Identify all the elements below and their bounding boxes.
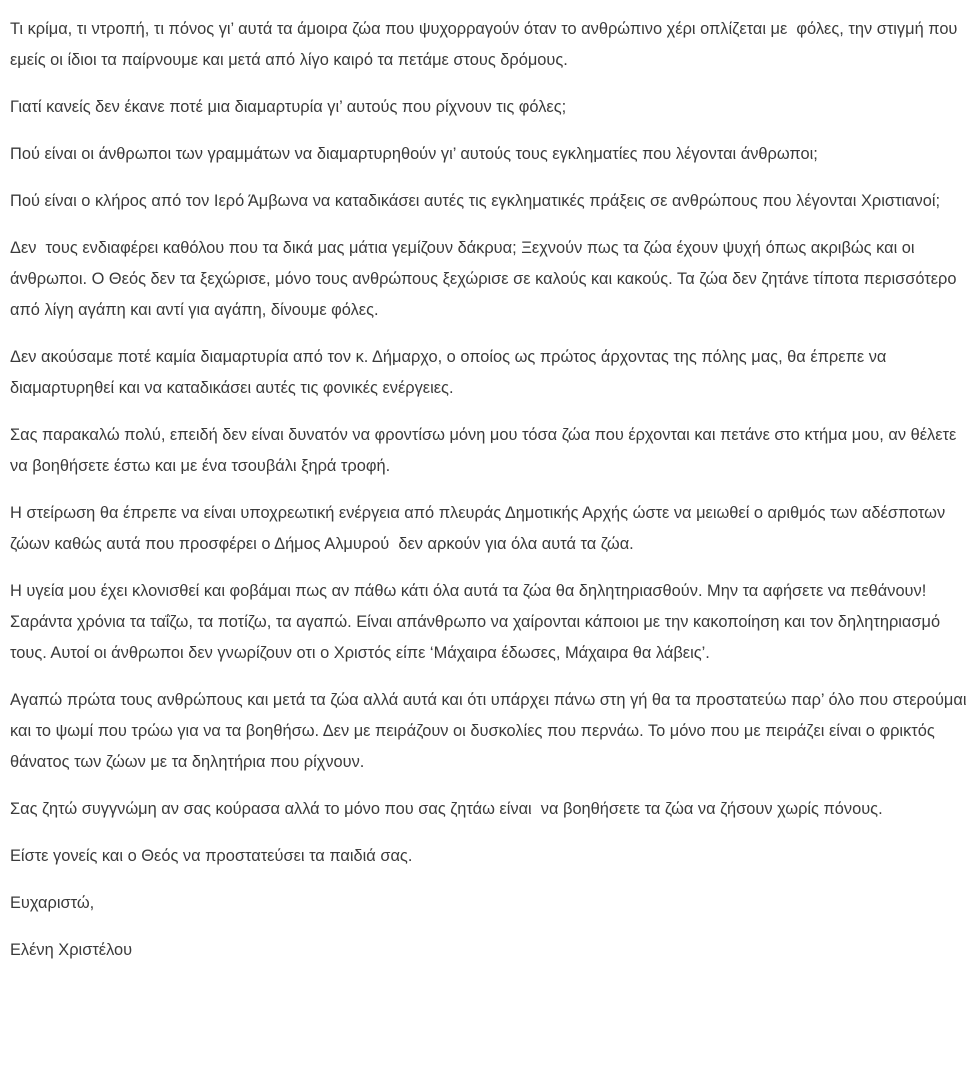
- signature-name: Ελένη Χριστέλου: [10, 941, 133, 959]
- paragraph-love: Αγαπώ πρώτα τους ανθρώπους και μετά τα ζώα αλλά αυτά και ότι υπάρχει πάνω στη γή θα τα προστατεύω παρ’ όλο που στερούμαι και το ψωμί που τρώω για να τα βοηθήσω. Δεν με πειράζουν οι δυσκολίες που περνάω. Το μόνο που με πειράζει είναι ο φρικτός θάνατος των ζώων με τα δηλητήρια που ρίχνουν.: [10, 691, 972, 771]
- paragraph-health: Η υγεία μου έχει κλονισθεί και φοβάμαι πως αν πάθω κάτι όλα αυτά τα ζώα θα δηλητηριασθούν. Μην τα αφήσετε να πεθάνουν! Σαράντα χρόνια τα ταΐζω, τα ποτίζω, τα αγαπώ. Είναι απάνθρωπο να χαίρονται κάποιοι με την κακοποίηση και τον δηλητηριασμό τους. Αυτοί οι άνθρωποι δεν γνωρίζουν οτι ο Χριστός είπε ‘Μάχαιρα έδωσες, Μάχαιρα θα λάβεις’.: [10, 582, 945, 662]
- paragraph-request-food: Σας παρακαλώ πολύ, επειδή δεν είναι δυνατόν να φροντίσω μόνη μου τόσα ζώα που έρχονται και πετάνε στο κτήμα μου, αν θέλετε να βοηθήσετε έστω και με ένα τσουβάλι ξηρά τροφή.: [10, 426, 961, 475]
- paragraph-question-protest: Γιατί κανείς δεν έκανε ποτέ μια διαμαρτυρία γι’ αυτούς που ρίχνουν τις φόλες;: [10, 98, 567, 116]
- paragraph-apology: Σας ζητώ συγγνώμη αν σας κούρασα αλλά το μόνο που σας ζητάω είναι να βοηθήσετε τα ζώα να ζήσουν χωρίς πόνους.: [10, 800, 883, 818]
- paragraph-sterilization: Η στείρωση θα έπρεπε να είναι υποχρεωτική ενέργεια από πλευράς Δημοτικής Αρχής ώστε να μειωθεί ο αριθμός των αδέσποτων ζώων καθώς αυτά που προσφέρει ο Δήμος Αλμυρού δεν αρκούν για όλα αυτά τα ζώα.: [10, 504, 950, 553]
- paragraph-blessing: Είστε γονείς και ο Θεός να προστατεύσει τα παιδιά σας.: [10, 847, 413, 865]
- closing-thanks: Ευχαριστώ,: [10, 894, 95, 912]
- paragraph-tears: Δεν τους ενδιαφέρει καθόλου που τα δικά μας μάτια γεμίζουν δάκρυα; Ξεχνούν πως τα ζώα έχουν ψυχή όπως ακριβώς και οι άνθρωποι. Ο Θεός δεν τα ξεχώρισε, μόνο τους ανθρώπους ξεχώρισε σε καλούς και κακούς. Τα ζώα δεν ζητάνε τίποτα περισσότερο από λίγη αγάπη και αντί για αγάπη, δίνουμε φόλες.: [10, 239, 962, 319]
- paragraph-mayor: Δεν ακούσαμε ποτέ καμία διαμαρτυρία από τον κ. Δήμαρχο, ο οποίος ως πρώτος άρχοντας της πόλης μας, θα έπρεπε να διαμαρτυρηθεί και να καταδικάσει αυτές τις φονικές ενέργειες.: [10, 348, 891, 397]
- paragraph-question-letters: Πού είναι οι άνθρωποι των γραμμάτων να διαμαρτυρηθούν γι’ αυτούς τους εγκληματίες που λέγονται άνθρωποι;: [10, 145, 818, 163]
- paragraph-question-clergy: Πού είναι ο κλήρος από τον Ιερό Άμβωνα να καταδικάσει αυτές τις εγκληματικές πράξεις σε ανθρώπους που λέγονται Χριστιανοί;: [10, 192, 941, 210]
- paragraph-intro: Τι κρίμα, τι ντροπή, τι πόνος γι’ αυτά τα άμοιρα ζώα που ψυχορραγούν όταν το ανθρώπινο χέρι οπλίζεται με φόλες, την στιγμή που εμείς οι ίδιοι τα παίρνουμε και μετά από λίγο καιρό τα πετάμε στους δρόμους.: [10, 20, 967, 69]
